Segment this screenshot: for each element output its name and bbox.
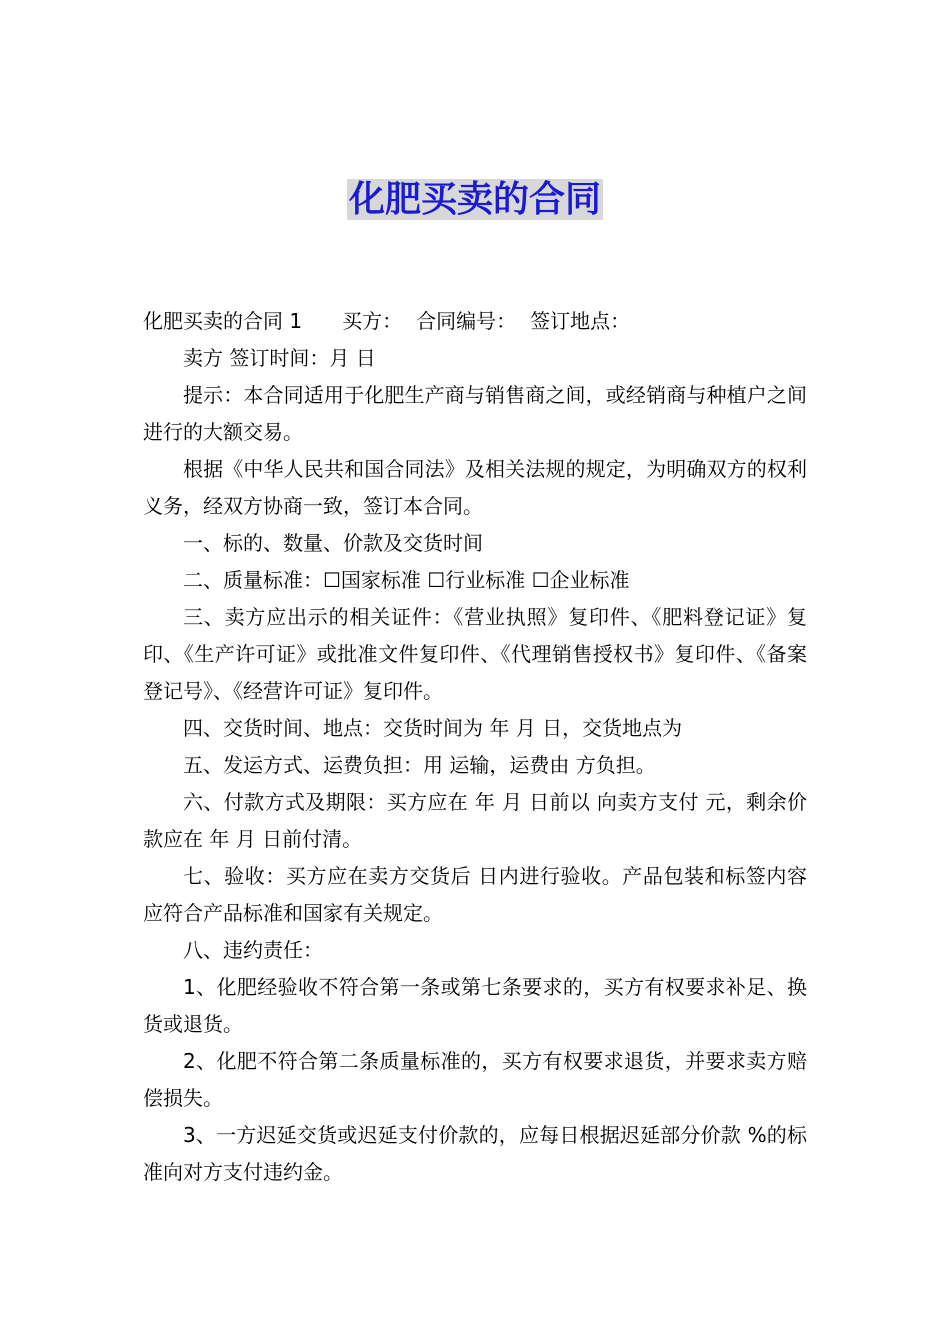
paragraph: 六、付款方式及期限：买方应在 年 月 日前以 向卖方支付 元，剩余价款应在 年 月 日前付清。 — [143, 790, 807, 851]
sign-place-label: 签订地点： — [530, 309, 631, 333]
contract-label: 化肥买卖的合同 1 — [143, 309, 303, 333]
section-heading: 一、标的、数量、价款及交货时间 — [183, 531, 483, 555]
list-item: 1、化肥经验收不符合第一条或第七条要求的，买方有权要求补足、换货或退货。 — [143, 975, 807, 1036]
buyer-label: 买方： — [342, 309, 403, 333]
header-line — [143, 303, 807, 340]
section-heading: 八、违约责任： — [183, 938, 323, 962]
document-title: 化肥买卖的合同 — [348, 179, 601, 220]
paragraph: 四、交货时间、地点：交货时间为 年 月 日，交货地点为 — [183, 716, 683, 740]
contract-number-label: 合同编号： — [416, 309, 517, 333]
paragraph: 根据《中华人民共和国合同法》及相关法规的规定，为明确双方的权利义务，经双方协商一致，签订本合同。 — [143, 457, 807, 518]
document-body — [143, 303, 807, 1191]
paragraph: 卖方 签订时间：月 日 — [183, 346, 376, 370]
list-item: 2、化肥不符合第二条质量标准的，买方有权要求退货，并要求卖方赔偿损失。 — [143, 1049, 807, 1110]
paragraph: 七、验收：买方应在卖方交货后 日内进行验收。产品包装和标签内容应符合产品标准和国家有关规定。 — [143, 864, 807, 925]
paragraph: 提示：本合同适用于化肥生产商与销售商之间，或经销商与种植户之间进行的大额交易。 — [143, 383, 807, 444]
paragraph: 三、卖方应出示的相关证件：《营业执照》复印件、《肥料登记证》复印、《生产许可证》或批准文件复印件、《代理销售授权书》复印件、《备案登记号》、《经营许可证》复印件。 — [143, 605, 807, 703]
section-heading: 二、质量标准：☐国家标准 ☐行业标准 ☐企业标准 — [183, 568, 630, 592]
list-item: 3、一方迟延交货或迟延支付价款的，应每日根据迟延部分价款 %的标准向对方支付违约金。 — [143, 1123, 807, 1184]
paragraph: 五、发运方式、运费负担：用 运输，运费由 方负担。 — [183, 753, 656, 777]
